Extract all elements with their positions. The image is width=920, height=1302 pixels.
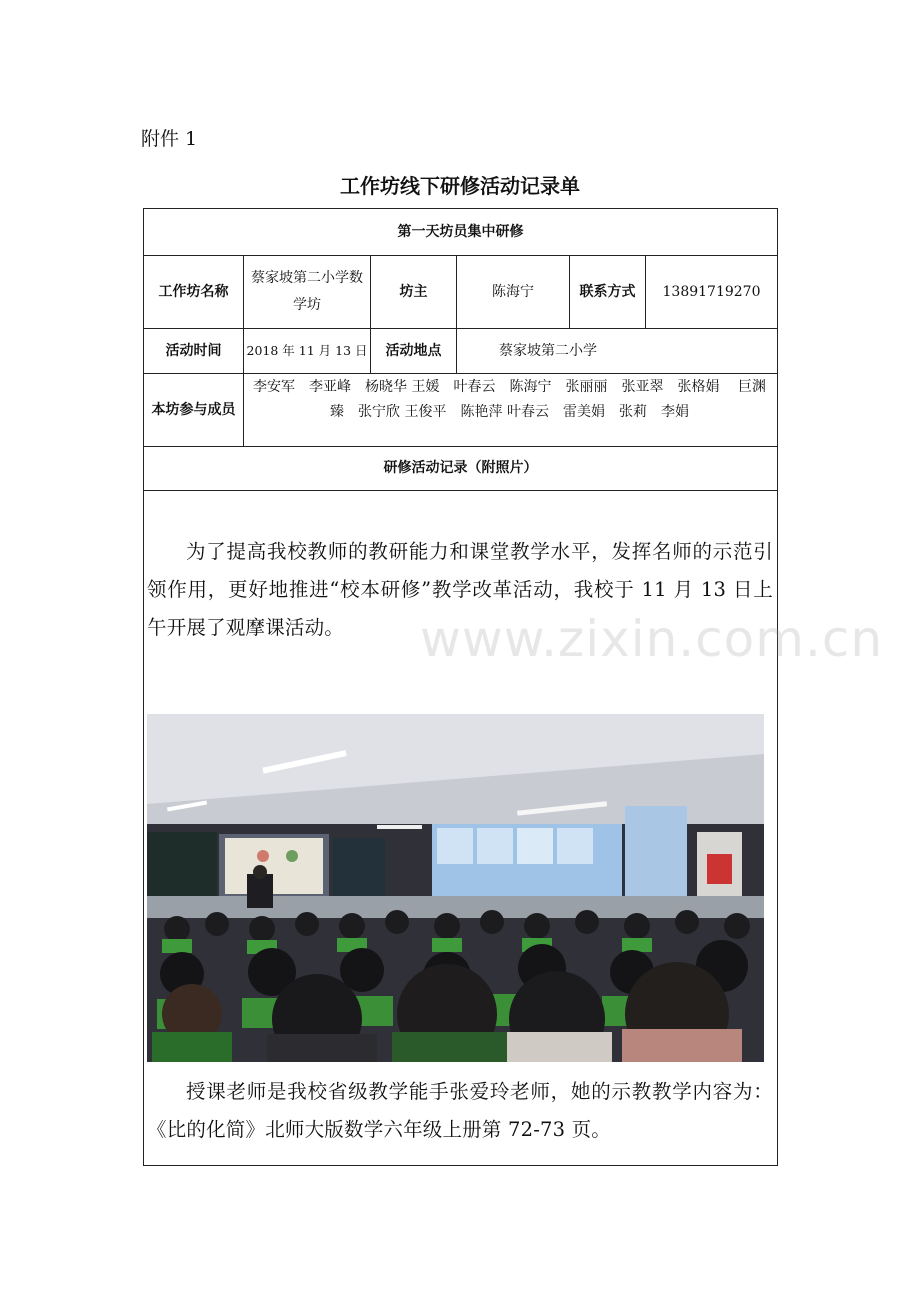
activity-time-value: 2018 年 11 月 13 日 bbox=[244, 329, 371, 373]
host-value: 陈海宁 bbox=[457, 256, 570, 328]
members-list: 李安军 李亚峰 杨晓华 王媛 叶春云 陈海宁 张丽丽 张亚翠 张格娟 巨渊臻 张宁欣 王俊平 陈艳萍 叶春云 雷美娟 张莉 李娟 bbox=[253, 379, 766, 420]
record-paragraph-2-text: 授课老师是我校省级教学能手张爱玲老师，她的示教教学内容为：《比的化简》北师大版数学六年级上册第 72-73 页。 bbox=[147, 1080, 773, 1141]
day-heading-row bbox=[144, 209, 777, 256]
document-title: 工作坊线下研修活动记录单 bbox=[340, 174, 580, 198]
record-heading: 研修活动记录（附照片） bbox=[383, 460, 538, 477]
watermark: www.zixin.com.cn bbox=[420, 610, 884, 668]
members-row bbox=[144, 374, 777, 447]
workshop-info-row bbox=[144, 256, 777, 329]
activity-place-value: 蔡家坡第二小学 bbox=[499, 342, 597, 359]
activity-place-label: 活动地点 bbox=[371, 329, 457, 373]
contact-value: 13891719270 bbox=[662, 283, 761, 300]
workshop-name-label: 工作坊名称 bbox=[144, 256, 244, 328]
activity-record-form bbox=[143, 208, 778, 1166]
activity-time-label: 活动时间 bbox=[144, 329, 244, 373]
members-label: 本坊参与成员 bbox=[144, 374, 244, 446]
attachment-label: 附件 1 bbox=[141, 128, 198, 150]
record-heading-row bbox=[144, 447, 777, 491]
day-heading: 第一天坊员集中研修 bbox=[397, 223, 524, 240]
record-paragraph-1-text: 为了提高我校教师的教研能力和课堂教学水平，发挥名师的示范引领作用，更好地推进“校本研修”教学改革活动，我校于 11 月 13 日上午开展了观摩课活动。 bbox=[147, 540, 773, 639]
workshop-name-value: 蔡家坡第二小学数学坊 bbox=[244, 256, 371, 328]
classroom-photo bbox=[147, 714, 764, 1062]
classroom-photo-image bbox=[147, 714, 764, 1062]
host-label: 坊主 bbox=[371, 256, 457, 328]
time-place-row bbox=[144, 329, 777, 374]
contact-label: 联系方式 bbox=[570, 256, 646, 328]
record-paragraph-2 bbox=[147, 1073, 773, 1149]
